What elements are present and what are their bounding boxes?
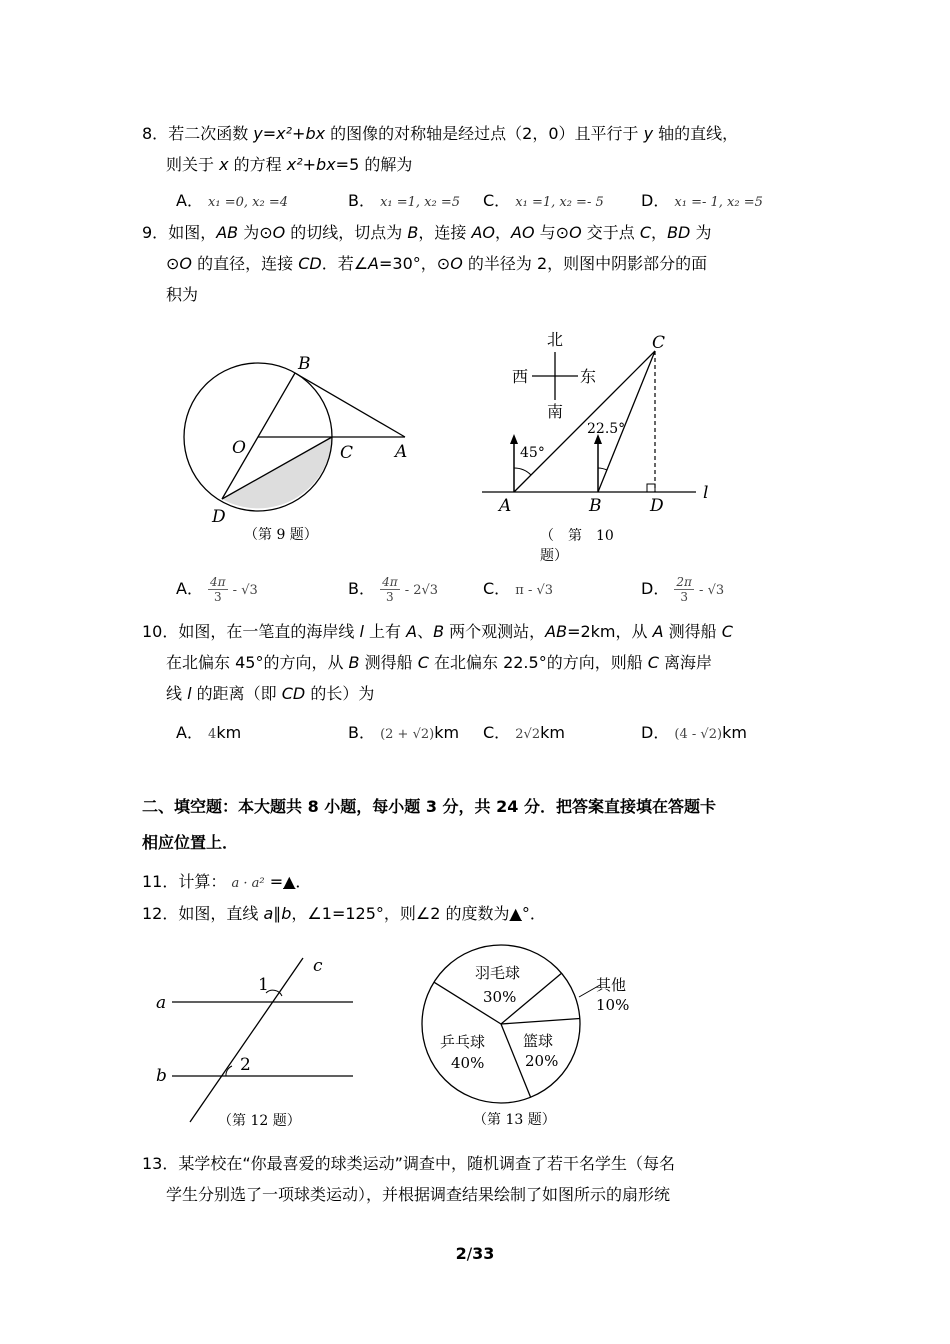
q11-answer-blank[interactable]: ▲ [283, 872, 296, 891]
angle-22-5: 22.5° [587, 421, 626, 437]
label-basketball: 篮球 [523, 1032, 554, 1050]
q10-option-c[interactable]: C． 2√2km [483, 723, 565, 742]
q11-line: 11．计算： a · a² =▲． [142, 872, 312, 891]
q9-line-3: 积为 [166, 285, 199, 304]
q8-line-2: 则关于 x 的方程 x²+bx=5 的解为 [166, 155, 413, 174]
q8-option-a[interactable]: A． x₁ =0, x₂ =4 [176, 191, 288, 210]
q9-line-1: 9．如图，AB 为⊙O 的切线，切点为 B，连接 AO，AO 与⊙O 交于点 C，BD 为 [142, 223, 712, 242]
q9-option-c[interactable]: C． π - √3 [483, 579, 554, 598]
label-d: D [212, 507, 226, 527]
label-d: D [650, 496, 664, 516]
label-a: A [499, 496, 512, 516]
angle-arc-a [514, 468, 531, 475]
angle-arc-b [598, 468, 607, 470]
q10-line-3: 线 l 的距离（即 CD 的长）为 [166, 684, 375, 703]
q8-option-c[interactable]: C． x₁ =1, x₂ =- 5 [483, 191, 604, 210]
label-a: a [156, 993, 167, 1013]
figure-13-caption: （第 13 题） [473, 1112, 556, 1128]
q10-line-1: 10．如图，在一笔直的海岸线 l 上有 A、B 两个观测站，AB=2km，从 A 测得船 C [142, 622, 733, 641]
q9-option-d[interactable]: D． $\frac{2\pi}{3}$ - √3 [641, 575, 725, 604]
figure-12-caption: （第 12 题） [218, 1113, 301, 1129]
q8-line-1: 8．若二次函数 y=x²+bx 的图像的对称轴是经过点（2，0）且平行于 y 轴的直线， [142, 124, 739, 143]
pct-pingpong: 40% [451, 1054, 485, 1072]
q13-line-2: 学生分别选了一项球类运动），并根据调查结果绘制了如图所示的扇形统 [166, 1185, 671, 1204]
slice-basketball-edge [501, 1018, 580, 1024]
figure-9 [170, 340, 430, 550]
q8-option-d[interactable]: D． x₁ =- 1, x₂ =5 [641, 191, 763, 210]
figure-10-caption-2: 题） [540, 548, 568, 564]
line-c [190, 958, 303, 1122]
label-1: 1 [258, 975, 269, 995]
q9-line-2: ⊙O 的直径，连接 CD．若∠A=30°，⊙O 的半径为 2，则图中阴影部分的面 [166, 254, 708, 273]
angle-45: 45° [520, 445, 545, 461]
page-number: 2/33 [455, 1244, 495, 1263]
q10-option-b[interactable]: B． (2 + √2)km [348, 723, 460, 742]
compass-east: 东 [580, 367, 597, 386]
section-2-heading-2: 相应位置上． [142, 833, 239, 852]
compass-south: 南 [547, 402, 564, 421]
figure-10-caption-1: （ 第 10 [540, 528, 614, 544]
segment-ab [295, 373, 405, 437]
label-b: B [298, 354, 311, 374]
figure-12 [140, 950, 370, 1135]
pct-badminton: 30% [483, 988, 517, 1006]
q10-option-a[interactable]: A． 4km [176, 723, 242, 742]
right-angle-mark [647, 484, 655, 492]
figure-13-pie-chart [415, 942, 665, 1137]
q9-option-b[interactable]: B． $\frac{4\pi}{3}$ - 2√3 [348, 575, 439, 604]
pct-other: 10% [596, 996, 630, 1014]
q9-option-a[interactable]: A． $\frac{4\pi}{3}$ - √3 [176, 575, 258, 604]
label-c: c [313, 956, 323, 976]
q12-line: 12．如图，直线 a∥b，∠1=125°，则∠2 的度数为▲°． [142, 904, 546, 923]
label-pingpong: 乒乓球 [440, 1033, 486, 1051]
label-b: B [589, 496, 602, 516]
label-l: l [703, 483, 709, 503]
q10-line-2: 在北偏东 45°的方向，从 B 测得船 C 在北偏东 22.5°的方向，则船 C 离海岸 [166, 653, 713, 672]
figure-9-caption: （第 9 题） [244, 527, 318, 543]
section-2-heading-1: 二、填空题：本大题共 8 小题，每小题 3 分，共 24 分．把答案直接填在答题卡 [142, 797, 716, 816]
label-2: 2 [240, 1055, 251, 1075]
figure-10 [470, 326, 730, 571]
label-c: C [340, 443, 354, 463]
compass-west: 西 [512, 367, 529, 386]
label-b: b [156, 1066, 167, 1086]
compass-north: 北 [547, 330, 564, 349]
label-other: 其他 [596, 976, 627, 994]
label-badminton: 羽毛球 [475, 964, 521, 982]
q10-option-d[interactable]: D． (4 - √2)km [641, 723, 747, 742]
q13-line-1: 13．某学校在“你最喜爱的球类运动”调查中，随机调查了若干名学生（每名 [142, 1154, 675, 1173]
north-arrowhead-a [510, 434, 518, 444]
q8-option-b[interactable]: B． x₁ =1, x₂ =5 [348, 191, 461, 210]
pct-basketball: 20% [525, 1052, 559, 1070]
label-c: C [652, 333, 666, 353]
label-o: O [232, 438, 246, 458]
label-a: A [395, 442, 408, 462]
q12-answer-blank[interactable]: ▲ [509, 904, 522, 923]
